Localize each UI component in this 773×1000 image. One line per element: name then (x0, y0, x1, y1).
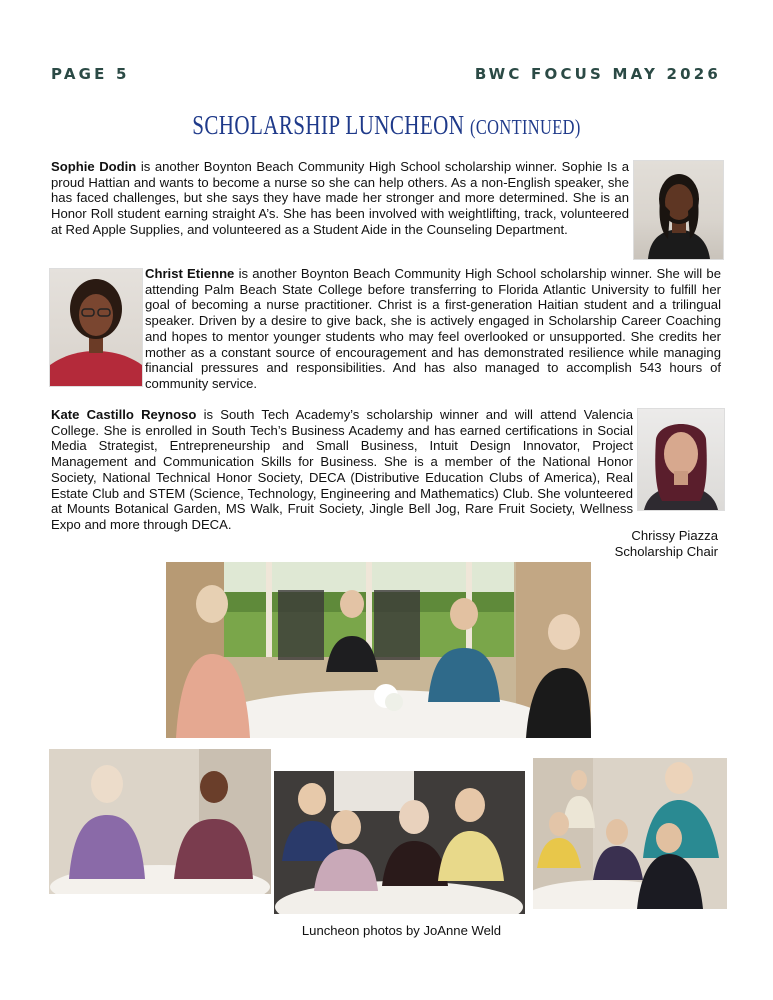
article-sophie-text: is another Boynton Beach Community High School scholarship winner. Sophie Is a proud Hattian and wants to become a nurse so she can help others. As a non-English speaker, she has faced challenges, but she says they have made her stronger and more determined. She is an Honor Roll student earning straight A’s. She has been involved with weightlifting, track, volunteered at Red Apple Supplies, and volunteered as a Student Aide in the Counseling Department. (51, 159, 630, 237)
portrait-sophie-image (633, 160, 724, 260)
title-main: SCHOLARSHIP LUNCHEON (192, 110, 465, 140)
luncheon-photo-2 (274, 771, 525, 914)
title-suffix: (CONTINUED) (469, 115, 581, 139)
signature-name: Chrissy Piazza (631, 528, 718, 543)
luncheon-photo-3 (533, 758, 727, 909)
article-sophie-name: Sophie Dodin (51, 159, 137, 174)
portrait-kate-image (637, 408, 725, 511)
article-sophie (51, 159, 629, 238)
article-kate-name: Kate Castillo Reynoso (51, 407, 197, 422)
portrait-christ-image (49, 268, 143, 387)
article-kate (51, 407, 633, 533)
publication-name: BWC FOCUS MAY 2026 (474, 65, 721, 83)
page-title (85, 110, 688, 141)
page-number: PAGE 5 (51, 65, 130, 83)
article-christ-text: is another Boynton Beach Community High School scholarship winner. She will be attending Palm Beach State College before transferring to Florida Atlantic University to fulfill her goal of becoming a nurse practitioner. Christ is a first-generation Haitian student and a trilingual speaker. Driven by a desire to give back, she is actively engaged in Scholarship Career Coaching and hopes to mentor younger students who may feel overlooked or unsupported. She credits her mother as a constant source of encouragement and has demonstrated resilience while managing financial pressures and responsibilities. And has also managed to accomplish 543 hours of community service. (145, 266, 721, 391)
luncheon-photo-main (166, 562, 591, 738)
signature-block (615, 528, 718, 559)
article-kate-text: is South Tech Academy’s scholarship winner and will attend Valencia College. She is enrolled in South Tech’s Business Academy and has earned certifications in Social Media Strategist, Entrepreneurship and Small Business, Intuit Design Innovator, Project Management and Communication Skills for Business. She is a member of the National Honor Society, National Technical Honor Society, DECA (Distributive Education Clubs of America), Real Estate Club and STEM (Science, Technology, Engineering and Mathematics) Club. She volunteered at Mounts Botanical Garden, MS Walk, Fruit Society, Jingle Bell Jog, Rare Fruit Society, Wellness Expo and more through DECA. (51, 407, 634, 532)
article-christ (145, 266, 721, 392)
signature-role: Scholarship Chair (614, 543, 718, 559)
photo-caption: Luncheon photos by JoAnne Weld (301, 923, 502, 938)
article-christ-name: Christ Etienne (145, 266, 235, 281)
luncheon-photo-1 (49, 749, 271, 894)
